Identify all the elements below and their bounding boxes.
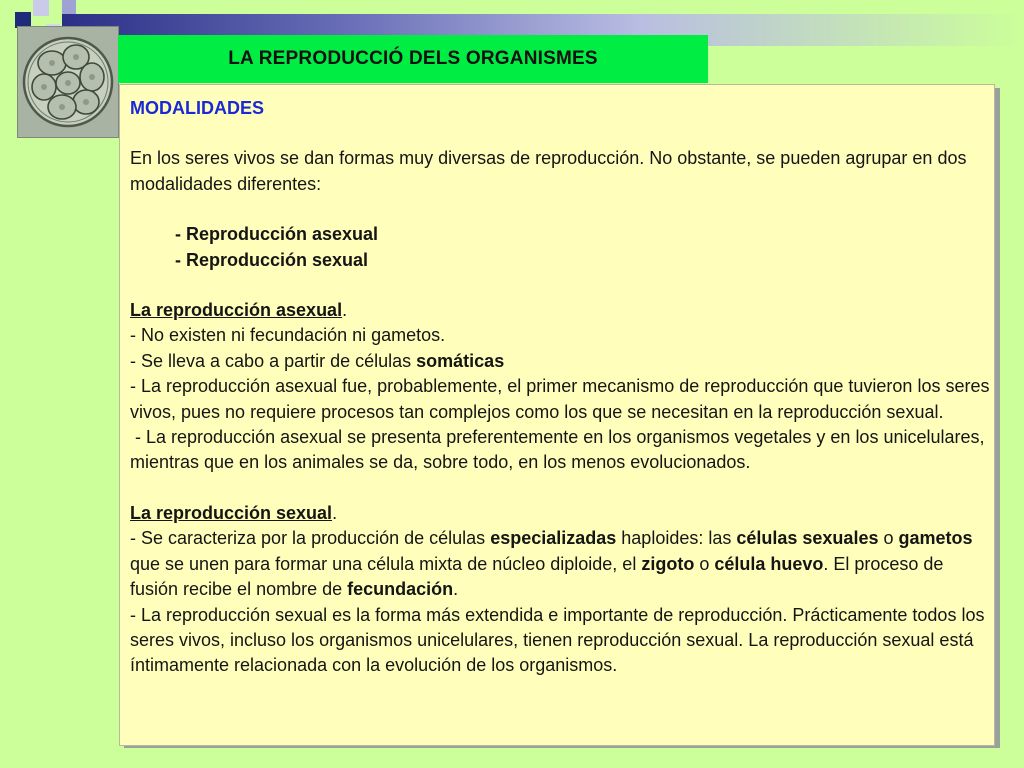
intro-paragraph: En los seres vivos se dan formas muy diversas de reproducción. No obstante, se pueden agrupar en dos modalidades diferentes:: [130, 148, 967, 194]
sexual-bold: célula huevo: [714, 553, 824, 574]
asexual-p2-bold: somáticas: [416, 350, 505, 371]
asexual-paragraph: - La reproducción asexual se presenta preferentemente en los organismos vegetales y en los unicelulares, mientras que en los animales se da, sobre todo, en los menos evolucionados.: [130, 427, 990, 473]
asexual-title-tail: .: [342, 300, 348, 321]
content-text: [130, 96, 990, 679]
sexual-text: o: [878, 528, 899, 549]
sexual-bold: fecundación: [347, 579, 454, 600]
title-bar: [118, 35, 708, 83]
deco-square-light: [33, 0, 49, 16]
asexual-paragraph: [130, 349, 990, 374]
sexual-text: - Se caracteriza por la producción de células: [130, 528, 491, 549]
sexual-text: que se unen para formar una célula mixta de núcleo diploide, el: [130, 553, 642, 574]
sexual-paragraph: [130, 526, 990, 602]
sexual-bold: células sexuales: [736, 528, 879, 549]
page-title: LA REPRODUCCIÓ DELS ORGANISMES: [228, 48, 598, 69]
sexual-bold: especializadas: [490, 528, 617, 549]
list-item: - Reproducción sexual: [175, 249, 369, 270]
asexual-title-line: [130, 298, 990, 323]
list-item: - Reproducción asexual: [175, 224, 379, 245]
sexual-title: La reproducción sexual: [130, 502, 333, 523]
sexual-paragraph: - La reproducción sexual es la forma más extendida e importante de reproducción. Prácticamente todos los seres vivos, incluso los organismos unicelulares, tienen reproducción sexual. La reproducción sexual está íntimamente relacionada con la evolución de los organismos.: [130, 604, 985, 676]
sexual-bold: gametos: [898, 528, 973, 549]
cell-photo: [17, 26, 119, 138]
sexual-text: o: [694, 553, 715, 574]
asexual-paragraph: - La reproducción asexual fue, probablemente, el primer mecanismo de reproducción que tuvieron los seres vivos, pues no requiere procesos tan complejos como los que se necesitan en la reproducción sexual.: [130, 376, 990, 422]
sexual-bold: zigoto: [641, 553, 695, 574]
sexual-text: haploides: las: [616, 528, 737, 549]
sexual-text: . El proceso de fusión recibe el nombre de: [130, 553, 944, 600]
deco-square-mid: [62, 0, 76, 14]
sexual-text: .: [453, 579, 459, 600]
section-heading: MODALIDADES: [130, 98, 264, 118]
sexual-title-line: [130, 501, 990, 526]
asexual-title: La reproducción asexual: [130, 300, 343, 321]
asexual-paragraph: - No existen ni fecundación ni gametos.: [130, 325, 446, 346]
sexual-title-tail: .: [332, 502, 338, 523]
cell-embryo-icon: [18, 27, 118, 137]
asexual-p2-text: - Se lleva a cabo a partir de células: [130, 350, 417, 371]
